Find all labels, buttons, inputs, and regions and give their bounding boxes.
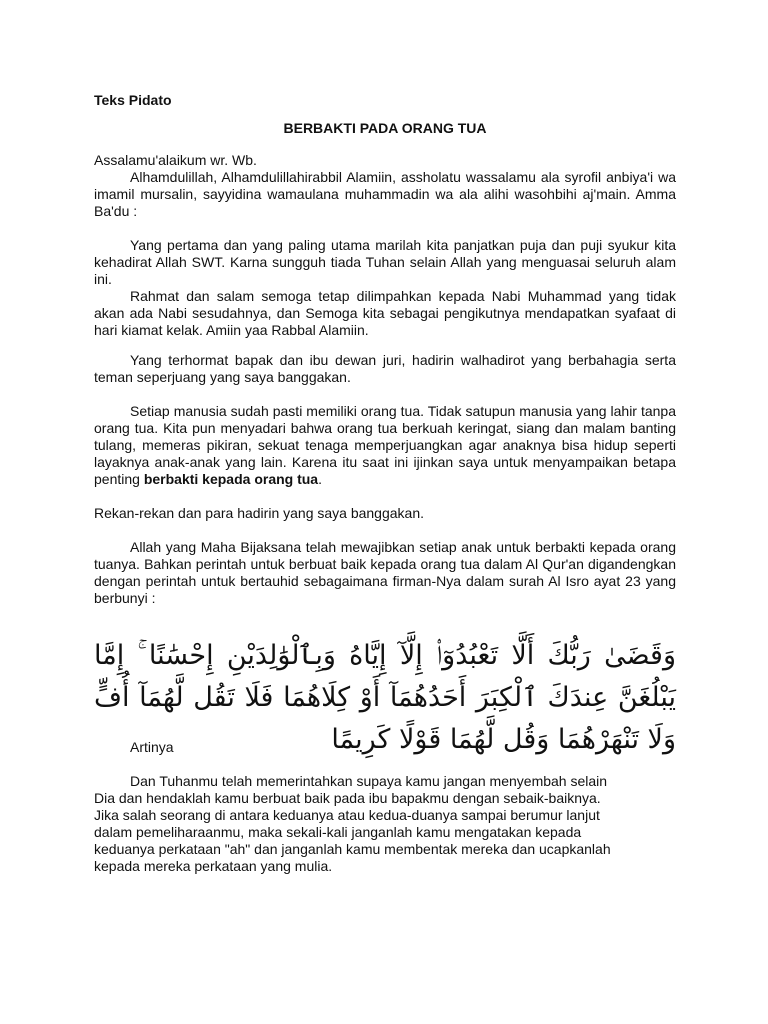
translation-line: Jika salah seorang di antara keduanya atau kedua-duanya sampai berumur lanjut [94, 807, 600, 823]
praise-paragraph: Yang pertama dan yang paling utama marilah kita panjatkan puja dan puji syukur kita kehadirat Allah SWT. Karna sungguh tiada Tuhan selain Allah yang menguasai seluruh alam ini. [94, 237, 676, 287]
translation-line: dalam pemeliharaanmu, maka sekali-kali janganlah kamu mengatakan kepada [94, 824, 582, 840]
translation-label: Artinya [130, 739, 174, 755]
document-title: BERBAKTI PADA ORANG TUA [283, 120, 487, 136]
parents-paragraph [94, 403, 676, 488]
document-label: Teks Pidato [94, 92, 172, 108]
arabic-verse: وَقَضَىٰ رَبُّكَ أَلَّا تَعْبُدُوٓا۟ إِلَّآ إِيَّاهُ وَبِٱلْوَٰلِدَيْنِ إِحْسَٰنًا ۚ إِمَّا يَبْلُغَنَّ عِندَكَ ٱلْكِبَرَ أَحَدُهُمَآ أَوْ كِلَاهُمَا فَلَا تَقُل لَّهُمَآ أُفٍّ وَلَا تَنْهَرْهُمَا وَقُل لَّهُمَا قَوْلًا كَرِيمًا [94, 640, 676, 755]
quran-intro-paragraph: Allah yang Maha Bijaksana telah mewajibkan setiap anak untuk berbakti kepada orang tuanya. Bahkan perintah untuk berbuat baik kepada orang tua dalam Al Qur'an digandengkan dengan perintah untuk bertauhid sebagaimana firman-Nya dalam surah Al Isro ayat 23 yang berbunyi : [94, 539, 676, 606]
translation-paragraph [94, 773, 676, 875]
greeting-line: Assalamu'alaikum wr. Wb. [94, 152, 257, 168]
rahmat-paragraph: Rahmat dan salam semoga tetap dilimpahkan kepada Nabi Muhammad yang tidak akan ada Nabi sesudahnya, dan Semoga kita sebagai pengikutnya mendapatkan syafaat di hari kiamat kelak. Amiin yaa Rabbal Alamiin. [94, 288, 676, 338]
parents-paragraph-end: . [318, 471, 322, 487]
translation-line: Dan Tuhanmu telah memerintahkan supaya kamu jangan menyembah selain [130, 773, 608, 789]
audience-greeting-paragraph: Yang terhormat bapak dan ibu dewan juri, hadirin walhadirot yang berbahagia serta teman seperjuang yang saya banggakan. [94, 352, 676, 385]
colleagues-paragraph: Rekan-rekan dan para hadirin yang saya banggakan. [94, 505, 425, 521]
translation-line: kepada mereka perkataan yang mulia. [94, 858, 333, 874]
parents-paragraph-text: Setiap manusia sudah pasti memiliki orang tua. Tidak satupun manusia yang lahir tanpa orang tua. Kita pun menyadari bahwa orang tua berkuah keringat, siang dan malam banting tulang, memeras pikiran, sekuat tenaga memperjuangkan agar anaknya bisa hidup seperti layaknya anak-anak yang lain. Karena itu saat ini ijinkan saya untuk menyampaikan betapa penting [94, 403, 676, 487]
translation-line: keduanya perkataan "ah" dan janganlah kamu membentak mereka dan ucapkanlah [94, 841, 611, 857]
parents-paragraph-emphasis: berbakti kepada orang tua [143, 471, 319, 487]
opening-paragraph: Alhamdulillah, Alhamdulillahirabbil Alamiin, assholatu wassalamu ala syrofil anbiya'i wa imamil mursalin, sayyidina wamaulana muhammadin wa ala alihi wasohbihi aj'main. Amma Ba'du : [94, 169, 676, 219]
translation-line: Dia dan hendaklah kamu berbuat baik pada ibu bapakmu dengan sebaik-baiknya. [94, 790, 601, 806]
